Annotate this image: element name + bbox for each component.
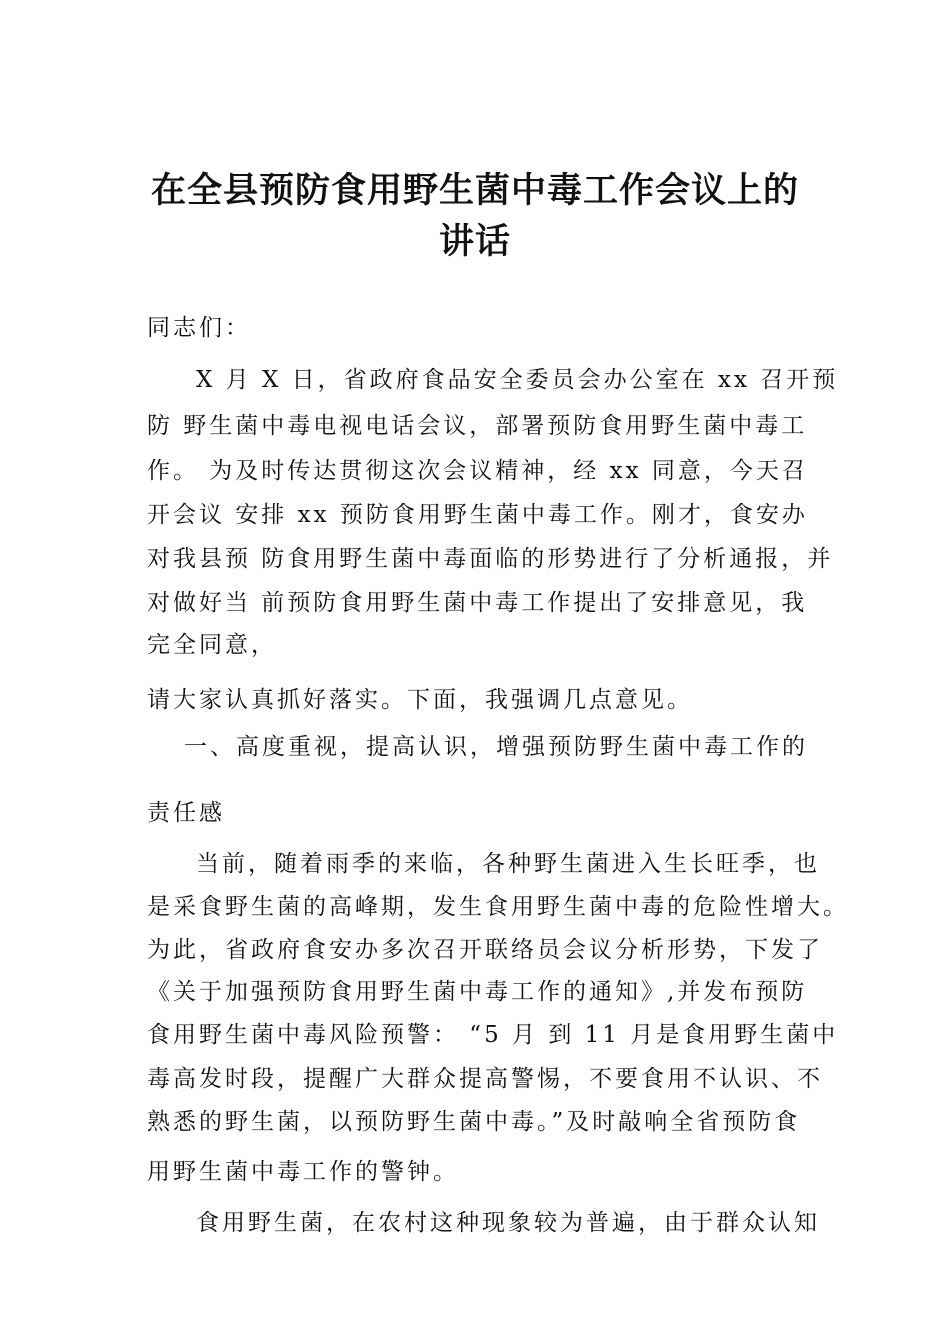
paragraph1-closing-line: 请大家认真抓好落实。下面，我强调几点意见。 bbox=[147, 687, 693, 713]
paragraph2-line: 《关于加强预防食用野生菌中毒工作的通知》,并发布预防 bbox=[147, 979, 808, 1005]
section1-heading-line: 一、高度重视，提高认识，增强预防野生菌中毒工作的 bbox=[184, 734, 808, 760]
paragraph3-line: 食用野生菌，在农村这种现象较为普遍，由于群众认知 bbox=[196, 1210, 820, 1236]
paragraph1-line: 开会议 安排 xx 预防食用野生菌中毒工作。刚才，食安办 bbox=[147, 502, 808, 528]
paragraph1-line: 对我县预 防食用野生菌中毒面临的形势进行了分析通报，并 bbox=[147, 546, 834, 572]
paragraph1-line: 防 野生菌中毒电视电话会议，部署预防食用野生菌中毒工 bbox=[147, 413, 808, 439]
paragraph1-line: 对做好当 前预防食用野生菌中毒工作提出了安排意见，我 bbox=[147, 590, 808, 616]
salutation: 同志们： bbox=[147, 315, 251, 341]
paragraph2-line: 食用野生菌中毒风险预警： “5 月 到 11 月是食用野生菌中 bbox=[147, 1022, 839, 1048]
paragraph2-line: 熟悉的野生菌，以预防野生菌中毒。”及时敲响全省预防食 bbox=[147, 1109, 801, 1135]
paragraph2-line: 当前，随着雨季的来临，各种野生菌进入生长旺季，也 bbox=[196, 851, 820, 877]
paragraph2-line: 是采食野生菌的高峰期，发生食用野生菌中毒的危险性增大。 bbox=[147, 894, 849, 920]
paragraph1-line: X 月 X 日，省政府食品安全委员会办公室在 xx 召开预 bbox=[196, 367, 839, 393]
paragraph1-line: 完全同意， bbox=[147, 632, 277, 658]
document-title-line2: 讲话 bbox=[438, 222, 511, 262]
paragraph2-line: 为此，省政府食安办多次召开联络员会议分析形势，下发了 bbox=[147, 937, 823, 963]
paragraph2-line: 毒高发时段，提醒广大群众提高警惕，不要食用不认识、不 bbox=[147, 1066, 823, 1092]
paragraph2-line: 用野生菌中毒工作的警钟。 bbox=[147, 1159, 459, 1185]
document-title-line1: 在全县预防食用野生菌中毒工作会议上的 bbox=[150, 171, 799, 211]
paragraph1-line: 作。 为及时传达贯彻这次会议精神，经 xx 同意，今天召 bbox=[147, 458, 808, 484]
section1-heading-line: 责任感 bbox=[147, 800, 225, 826]
